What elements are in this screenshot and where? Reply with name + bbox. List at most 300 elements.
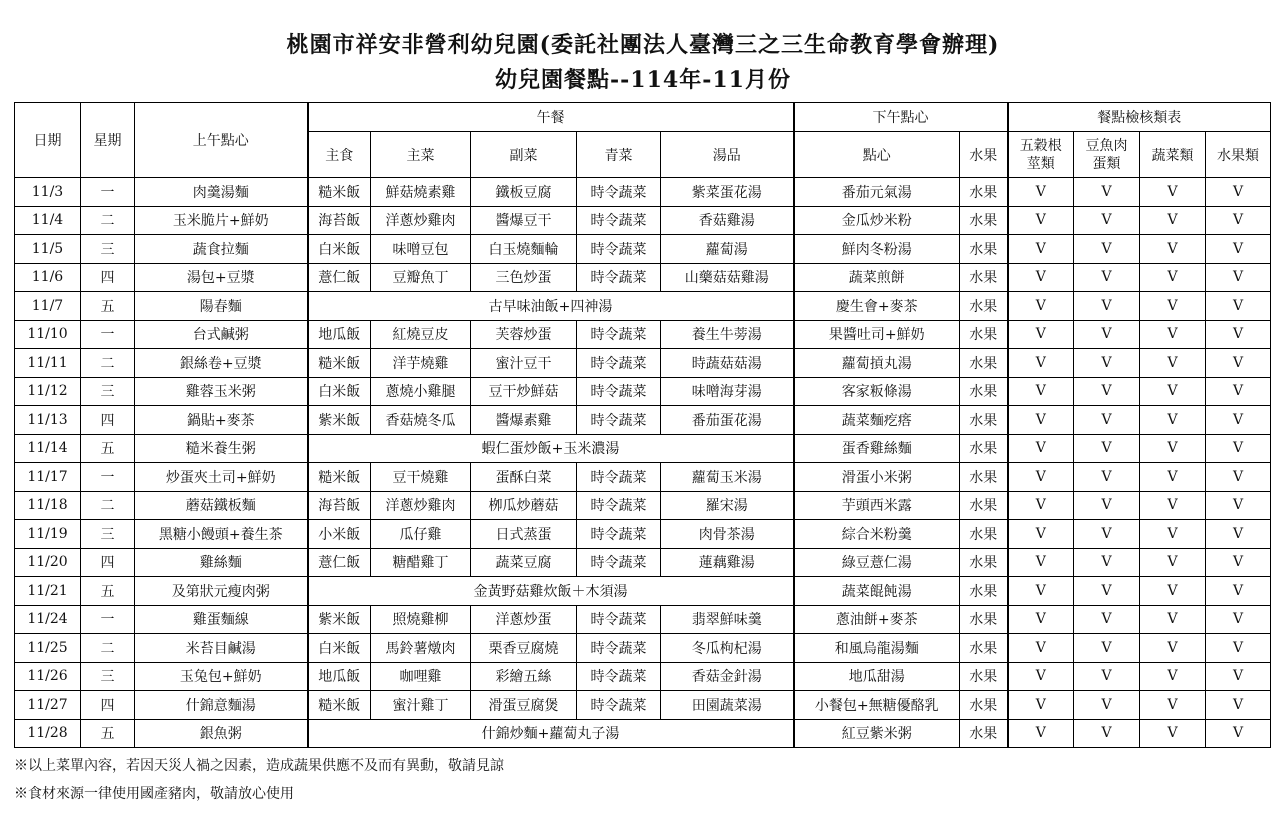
header-vegetable: 青菜: [577, 132, 661, 178]
cell-afternoon-snack: 綠豆薏仁湯: [794, 548, 960, 577]
cell-staple: 糙米飯: [308, 178, 371, 207]
cell-morning-snack: 雞蓉玉米粥: [135, 377, 308, 406]
check-mark: V: [1008, 206, 1074, 235]
cell-date: 11/19: [15, 520, 81, 549]
cell-date: 11/20: [15, 548, 81, 577]
check-mark: V: [1008, 292, 1074, 321]
cell-afternoon-snack: 慶生會+麥茶: [794, 292, 960, 321]
check-mark: V: [1074, 178, 1140, 207]
cell-side-dish: 栁瓜炒蘑菇: [471, 491, 577, 520]
cell-side-dish: 洋蔥炒蛋: [471, 605, 577, 634]
check-mark: V: [1008, 605, 1074, 634]
check-mark: V: [1140, 520, 1206, 549]
cell-morning-snack: 肉羹湯麵: [135, 178, 308, 207]
cell-afternoon-snack: 地瓜甜湯: [794, 662, 960, 691]
cell-fruit: 水果: [960, 634, 1008, 663]
cell-afternoon-snack: 蛋香雞絲麵: [794, 434, 960, 463]
check-mark: V: [1140, 434, 1206, 463]
cell-afternoon-snack: 和風烏龍湯麵: [794, 634, 960, 663]
table-row: [15, 605, 1271, 634]
cell-soup: 冬瓜枸杞湯: [661, 634, 794, 663]
cell-lunch-combined: 什錦炒麵+蘿蔔丸子湯: [308, 719, 794, 748]
cell-vegetable: 時令蔬菜: [577, 691, 661, 720]
cell-fruit: 水果: [960, 491, 1008, 520]
cell-afternoon-snack: 番茄元氣湯: [794, 178, 960, 207]
check-mark: V: [1008, 491, 1074, 520]
check-mark: V: [1008, 719, 1074, 748]
cell-date: 11/18: [15, 491, 81, 520]
cell-main-dish: 豆干燒雞: [371, 463, 471, 492]
cell-fruit: 水果: [960, 406, 1008, 435]
cell-soup: 味噌海芽湯: [661, 377, 794, 406]
cell-date: 11/6: [15, 263, 81, 292]
cell-vegetable: 時令蔬菜: [577, 605, 661, 634]
cell-weekday: 一: [81, 605, 135, 634]
cell-date: 11/5: [15, 235, 81, 264]
check-mark: V: [1008, 377, 1074, 406]
check-mark: V: [1140, 349, 1206, 378]
cell-vegetable: 時令蔬菜: [577, 377, 661, 406]
check-mark: V: [1140, 662, 1206, 691]
table-row: [15, 263, 1271, 292]
cell-main-dish: 香菇燒冬瓜: [371, 406, 471, 435]
cell-side-dish: 鐵板豆腐: [471, 178, 577, 207]
cell-afternoon-snack: 蔬菜麵疙瘩: [794, 406, 960, 435]
cell-weekday: 五: [81, 434, 135, 463]
cell-fruit: 水果: [960, 691, 1008, 720]
cell-fruit: 水果: [960, 377, 1008, 406]
check-mark: V: [1206, 577, 1271, 606]
cell-soup: 紫菜蛋花湯: [661, 178, 794, 207]
check-mark: V: [1074, 634, 1140, 663]
cell-afternoon-snack: 蘿蔔摃丸湯: [794, 349, 960, 378]
table-row: [15, 463, 1271, 492]
check-mark: V: [1074, 434, 1140, 463]
cell-date: 11/17: [15, 463, 81, 492]
cell-main-dish: 瓜仔雞: [371, 520, 471, 549]
cell-weekday: 二: [81, 634, 135, 663]
header-weekday: 星期: [81, 103, 135, 178]
check-mark: V: [1206, 605, 1271, 634]
cell-weekday: 一: [81, 463, 135, 492]
table-row: [15, 377, 1271, 406]
cell-afternoon-snack: 蔬菜煎餅: [794, 263, 960, 292]
cell-staple: 糙米飯: [308, 691, 371, 720]
cell-morning-snack: 鍋貼+麥茶: [135, 406, 308, 435]
cell-afternoon-snack: 蔥油餅+麥茶: [794, 605, 960, 634]
header-fruit: 水果: [960, 132, 1008, 178]
cell-morning-snack: 玉米脆片+鮮奶: [135, 206, 308, 235]
check-mark: V: [1140, 691, 1206, 720]
check-mark: V: [1140, 178, 1206, 207]
cell-vegetable: 時令蔬菜: [577, 463, 661, 492]
cell-weekday: 一: [81, 320, 135, 349]
cell-morning-snack: 及第狀元瘦肉粥: [135, 577, 308, 606]
cell-staple: 地瓜飯: [308, 662, 371, 691]
table-row: [15, 320, 1271, 349]
check-mark: V: [1008, 577, 1074, 606]
cell-afternoon-snack: 鮮肉冬粉湯: [794, 235, 960, 264]
cell-morning-snack: 湯包+豆漿: [135, 263, 308, 292]
cell-fruit: 水果: [960, 434, 1008, 463]
check-mark: V: [1206, 320, 1271, 349]
cell-main-dish: 蜜汁雞丁: [371, 691, 471, 720]
cell-main-dish: 馬鈴薯燉肉: [371, 634, 471, 663]
check-mark: V: [1140, 377, 1206, 406]
header-fruit-type: 水果類: [1206, 132, 1271, 178]
check-mark: V: [1140, 605, 1206, 634]
cell-morning-snack: 台式鹹粥: [135, 320, 308, 349]
check-mark: V: [1140, 491, 1206, 520]
check-mark: V: [1206, 263, 1271, 292]
check-mark: V: [1206, 178, 1271, 207]
check-mark: V: [1008, 634, 1074, 663]
cell-weekday: 五: [81, 577, 135, 606]
cell-side-dish: 滑蛋豆腐煲: [471, 691, 577, 720]
cell-side-dish: 蔬菜豆腐: [471, 548, 577, 577]
check-mark: V: [1140, 206, 1206, 235]
cell-morning-snack: 糙米養生粥: [135, 434, 308, 463]
cell-morning-snack: 蘑菇鐵板麵: [135, 491, 308, 520]
check-mark: V: [1074, 548, 1140, 577]
check-mark: V: [1074, 292, 1140, 321]
cell-soup: 山藥菇菇雞湯: [661, 263, 794, 292]
cell-weekday: 四: [81, 691, 135, 720]
cell-weekday: 三: [81, 377, 135, 406]
cell-lunch-combined: 金黃野菇雞炊飯＋木須湯: [308, 577, 794, 606]
check-mark: V: [1206, 463, 1271, 492]
check-mark: V: [1206, 520, 1271, 549]
check-mark: V: [1074, 691, 1140, 720]
cell-date: 11/11: [15, 349, 81, 378]
cell-side-dish: 三色炒蛋: [471, 263, 577, 292]
check-mark: V: [1206, 634, 1271, 663]
cell-morning-snack: 炒蛋夾土司+鮮奶: [135, 463, 308, 492]
cell-main-dish: 蔥燒小雞腿: [371, 377, 471, 406]
cell-side-dish: 蛋酥白菜: [471, 463, 577, 492]
check-mark: V: [1140, 406, 1206, 435]
cell-fruit: 水果: [960, 292, 1008, 321]
cell-main-dish: 鮮菇燒素雞: [371, 178, 471, 207]
cell-soup: 蓮藕雞湯: [661, 548, 794, 577]
cell-date: 11/28: [15, 719, 81, 748]
cell-side-dish: 栗香豆腐燒: [471, 634, 577, 663]
cell-date: 11/4: [15, 206, 81, 235]
cell-morning-snack: 銀絲卷+豆漿: [135, 349, 308, 378]
table-row: [15, 662, 1271, 691]
cell-side-dish: 白玉燒麵輪: [471, 235, 577, 264]
check-mark: V: [1074, 577, 1140, 606]
cell-main-dish: 洋芋燒雞: [371, 349, 471, 378]
cell-weekday: 三: [81, 662, 135, 691]
check-mark: V: [1074, 235, 1140, 264]
cell-staple: 白米飯: [308, 634, 371, 663]
cell-soup: 香菇雞湯: [661, 206, 794, 235]
cell-weekday: 五: [81, 719, 135, 748]
cell-morning-snack: 什錦意麵湯: [135, 691, 308, 720]
cell-afternoon-snack: 蔬菜餛飩湯: [794, 577, 960, 606]
check-mark: V: [1074, 406, 1140, 435]
cell-main-dish: 糖醋雞丁: [371, 548, 471, 577]
cell-weekday: 二: [81, 491, 135, 520]
table-row: [15, 349, 1271, 378]
check-mark: V: [1206, 548, 1271, 577]
header-afternoon-snack: 下午點心: [794, 103, 1008, 132]
check-mark: V: [1008, 548, 1074, 577]
cell-staple: 糙米飯: [308, 349, 371, 378]
cell-morning-snack: 黑糖小饅頭+養生茶: [135, 520, 308, 549]
cell-vegetable: 時令蔬菜: [577, 320, 661, 349]
cell-fruit: 水果: [960, 605, 1008, 634]
table-row: [15, 491, 1271, 520]
check-mark: V: [1140, 634, 1206, 663]
check-mark: V: [1008, 320, 1074, 349]
check-mark: V: [1008, 235, 1074, 264]
cell-soup: 蘿蔔湯: [661, 235, 794, 264]
header-date: 日期: [15, 103, 81, 178]
check-mark: V: [1206, 662, 1271, 691]
cell-weekday: 五: [81, 292, 135, 321]
header-check-table: 餐點檢核類表: [1008, 103, 1271, 132]
cell-main-dish: 味噌豆包: [371, 235, 471, 264]
check-mark: V: [1008, 434, 1074, 463]
check-mark: V: [1206, 292, 1271, 321]
cell-vegetable: 時令蔬菜: [577, 235, 661, 264]
cell-soup: 蘿蔔玉米湯: [661, 463, 794, 492]
cell-soup: 番茄蛋花湯: [661, 406, 794, 435]
cell-afternoon-snack: 芋頭西米露: [794, 491, 960, 520]
cell-main-dish: 洋蔥炒雞肉: [371, 491, 471, 520]
check-mark: V: [1008, 463, 1074, 492]
header-main-dish: 主菜: [371, 132, 471, 178]
check-mark: V: [1074, 662, 1140, 691]
cell-vegetable: 時令蔬菜: [577, 263, 661, 292]
cell-vegetable: 時令蔬菜: [577, 662, 661, 691]
table-row: [15, 235, 1271, 264]
check-mark: V: [1008, 662, 1074, 691]
cell-weekday: 一: [81, 178, 135, 207]
cell-fruit: 水果: [960, 548, 1008, 577]
check-mark: V: [1140, 577, 1206, 606]
cell-date: 11/12: [15, 377, 81, 406]
cell-vegetable: 時令蔬菜: [577, 349, 661, 378]
header-protein: 豆魚肉 蛋類: [1074, 132, 1140, 178]
cell-date: 11/10: [15, 320, 81, 349]
table-row: [15, 577, 1271, 606]
cell-staple: 白米飯: [308, 235, 371, 264]
cell-staple: 薏仁飯: [308, 548, 371, 577]
check-mark: V: [1008, 178, 1074, 207]
check-mark: V: [1074, 491, 1140, 520]
check-mark: V: [1206, 235, 1271, 264]
cell-lunch-combined: 古早味油飯+四神湯: [308, 292, 794, 321]
check-mark: V: [1074, 320, 1140, 349]
cell-soup: 田園蔬菜湯: [661, 691, 794, 720]
check-mark: V: [1140, 548, 1206, 577]
check-mark: V: [1074, 349, 1140, 378]
cell-weekday: 三: [81, 520, 135, 549]
cell-weekday: 四: [81, 406, 135, 435]
check-mark: V: [1008, 691, 1074, 720]
check-mark: V: [1140, 463, 1206, 492]
cell-side-dish: 芙蓉炒蛋: [471, 320, 577, 349]
check-mark: V: [1206, 206, 1271, 235]
cell-fruit: 水果: [960, 263, 1008, 292]
cell-main-dish: 豆瓣魚丁: [371, 263, 471, 292]
cell-staple: 白米飯: [308, 377, 371, 406]
cell-morning-snack: 米苔目鹹湯: [135, 634, 308, 663]
cell-vegetable: 時令蔬菜: [577, 520, 661, 549]
cell-afternoon-snack: 綜合米粉羹: [794, 520, 960, 549]
cell-vegetable: 時令蔬菜: [577, 491, 661, 520]
check-mark: V: [1206, 719, 1271, 748]
cell-staple: 紫米飯: [308, 406, 371, 435]
table-row: [15, 434, 1271, 463]
cell-fruit: 水果: [960, 577, 1008, 606]
table-row: [15, 206, 1271, 235]
cell-side-dish: 蜜汁豆干: [471, 349, 577, 378]
header-veg-type: 蔬菜類: [1140, 132, 1206, 178]
cell-fruit: 水果: [960, 349, 1008, 378]
cell-date: 11/3: [15, 178, 81, 207]
page-title: 桃園市祥安非營利幼兒園(委託社團法人臺灣三之三生命教育學會辦理): [286, 32, 1000, 58]
check-mark: V: [1140, 292, 1206, 321]
cell-morning-snack: 雞絲麵: [135, 548, 308, 577]
cell-weekday: 四: [81, 548, 135, 577]
cell-main-dish: 洋蔥炒雞肉: [371, 206, 471, 235]
check-mark: V: [1206, 377, 1271, 406]
table-row: [15, 178, 1271, 207]
cell-weekday: 四: [81, 263, 135, 292]
cell-lunch-combined: 蝦仁蛋炒飯+玉米濃湯: [308, 434, 794, 463]
cell-afternoon-snack: 滑蛋小米粥: [794, 463, 960, 492]
cell-vegetable: 時令蔬菜: [577, 178, 661, 207]
check-mark: V: [1206, 406, 1271, 435]
cell-afternoon-snack: 客家粄條湯: [794, 377, 960, 406]
cell-vegetable: 時令蔬菜: [577, 634, 661, 663]
cell-soup: 翡翠鮮味羹: [661, 605, 794, 634]
cell-staple: 小米飯: [308, 520, 371, 549]
cell-side-dish: 醬爆素雞: [471, 406, 577, 435]
menu-table: [14, 102, 1271, 748]
cell-soup: 養生牛蒡湯: [661, 320, 794, 349]
check-mark: V: [1206, 691, 1271, 720]
cell-fruit: 水果: [960, 206, 1008, 235]
check-mark: V: [1206, 434, 1271, 463]
cell-date: 11/14: [15, 434, 81, 463]
cell-fruit: 水果: [960, 520, 1008, 549]
cell-side-dish: 醬爆豆干: [471, 206, 577, 235]
page-subtitle: 幼兒園餐點--114年-11月份: [495, 67, 791, 93]
cell-fruit: 水果: [960, 178, 1008, 207]
check-mark: V: [1074, 520, 1140, 549]
cell-side-dish: 豆干炒鮮菇: [471, 377, 577, 406]
cell-morning-snack: 雞蛋麵線: [135, 605, 308, 634]
cell-morning-snack: 玉兔包+鮮奶: [135, 662, 308, 691]
check-mark: V: [1074, 263, 1140, 292]
header-soup: 湯品: [661, 132, 794, 178]
cell-soup: 時蔬菇菇湯: [661, 349, 794, 378]
cell-weekday: 二: [81, 206, 135, 235]
header-morning-snack: 上午點心: [135, 103, 308, 178]
cell-staple: 海苔飯: [308, 206, 371, 235]
cell-fruit: 水果: [960, 719, 1008, 748]
header-side-dish: 副菜: [471, 132, 577, 178]
header-snack: 點心: [794, 132, 960, 178]
cell-main-dish: 咖哩雞: [371, 662, 471, 691]
cell-soup: 肉骨茶湯: [661, 520, 794, 549]
header-grains: 五穀根 莖類: [1008, 132, 1074, 178]
cell-staple: 地瓜飯: [308, 320, 371, 349]
cell-main-dish: 照燒雞柳: [371, 605, 471, 634]
check-mark: V: [1074, 206, 1140, 235]
check-mark: V: [1140, 719, 1206, 748]
check-mark: V: [1074, 463, 1140, 492]
check-mark: V: [1140, 263, 1206, 292]
cell-main-dish: 紅燒豆皮: [371, 320, 471, 349]
cell-fruit: 水果: [960, 662, 1008, 691]
cell-soup: 羅宋湯: [661, 491, 794, 520]
menu-body: [15, 178, 1271, 748]
cell-date: 11/26: [15, 662, 81, 691]
cell-staple: 糙米飯: [308, 463, 371, 492]
cell-fruit: 水果: [960, 320, 1008, 349]
check-mark: V: [1074, 719, 1140, 748]
cell-vegetable: 時令蔬菜: [577, 406, 661, 435]
cell-date: 11/24: [15, 605, 81, 634]
check-mark: V: [1008, 263, 1074, 292]
cell-morning-snack: 銀魚粥: [135, 719, 308, 748]
check-mark: V: [1140, 235, 1206, 264]
cell-date: 11/21: [15, 577, 81, 606]
cell-afternoon-snack: 小餐包+無糖優酪乳: [794, 691, 960, 720]
cell-afternoon-snack: 果醬吐司+鮮奶: [794, 320, 960, 349]
cell-morning-snack: 蔬食拉麵: [135, 235, 308, 264]
note-supply: ※以上菜單內容，若因天災人禍之因素，造成蔬果供應不及而有異動，敬請見諒: [14, 758, 504, 774]
check-mark: V: [1008, 406, 1074, 435]
cell-morning-snack: 陽春麵: [135, 292, 308, 321]
check-mark: V: [1008, 349, 1074, 378]
cell-weekday: 三: [81, 235, 135, 264]
table-row: [15, 548, 1271, 577]
note-pork: ※食材來源一律使用國產豬肉，敬請放心使用: [14, 786, 294, 802]
cell-weekday: 二: [81, 349, 135, 378]
cell-afternoon-snack: 紅豆紫米粥: [794, 719, 960, 748]
cell-date: 11/7: [15, 292, 81, 321]
cell-staple: 薏仁飯: [308, 263, 371, 292]
cell-side-dish: 彩繪五絲: [471, 662, 577, 691]
cell-fruit: 水果: [960, 463, 1008, 492]
table-row: [15, 634, 1271, 663]
cell-soup: 香菇金針湯: [661, 662, 794, 691]
header-staple: 主食: [308, 132, 371, 178]
check-mark: V: [1140, 320, 1206, 349]
table-row: [15, 691, 1271, 720]
table-row: [15, 719, 1271, 748]
cell-afternoon-snack: 金瓜炒米粉: [794, 206, 960, 235]
check-mark: V: [1206, 491, 1271, 520]
cell-date: 11/13: [15, 406, 81, 435]
cell-date: 11/25: [15, 634, 81, 663]
table-row: [15, 520, 1271, 549]
check-mark: V: [1074, 377, 1140, 406]
table-row: [15, 406, 1271, 435]
header-lunch: 午餐: [308, 103, 794, 132]
check-mark: V: [1074, 605, 1140, 634]
table-row: [15, 292, 1271, 321]
cell-staple: 海苔飯: [308, 491, 371, 520]
cell-staple: 紫米飯: [308, 605, 371, 634]
